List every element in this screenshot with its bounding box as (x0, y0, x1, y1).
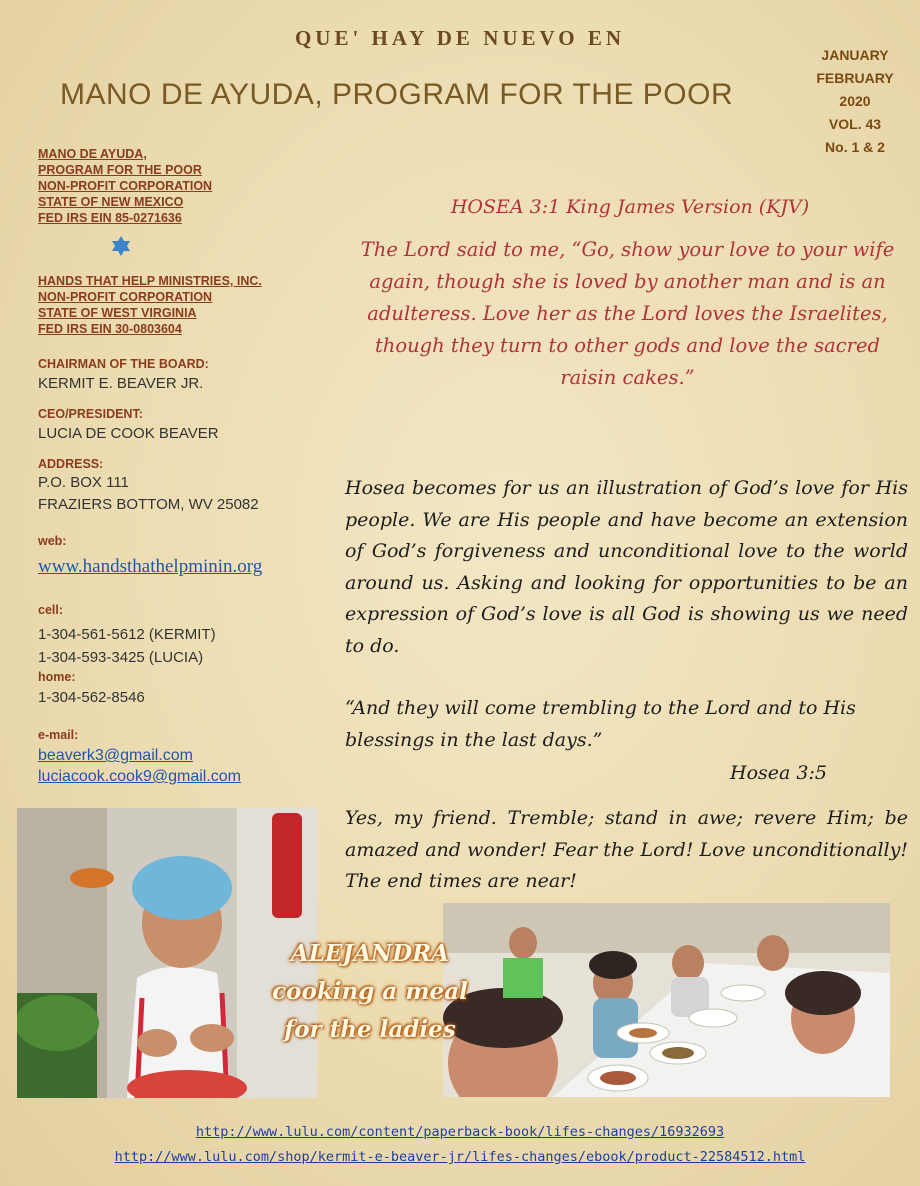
org1-line: PROGRAM FOR THE POOR (38, 163, 202, 177)
message-text: Hosea becomes for us an illustration of God’s love for His people. We are His people and have become an extension of God’s forgiveness and unconditional love to the world around us. Asking and looking for opportunities to be an expression of God’s love is all God is showing us we need to do. (345, 477, 908, 657)
issue-info (800, 44, 910, 159)
issue-number: No. 1 & 2 (825, 139, 885, 155)
photo-ladies-meal (443, 903, 890, 1097)
cell-phone-lucia: 1-304-593-3425 (LUCIA) (38, 649, 204, 666)
photo-caption (270, 935, 470, 1049)
chairman-label: CHAIRMAN OF THE BOARD: (38, 357, 209, 371)
org1-line: STATE OF NEW MEXICO (38, 195, 184, 209)
home-phone: 1-304-562-8546 (38, 689, 145, 706)
message-paragraph-2: Yes, my friend. Tremble; stand in awe; revere Him; be amazed and wonder! Fear the Lord! Love unconditionally! The end times are near! (345, 807, 908, 892)
issue-month-1: JANUARY (821, 47, 889, 63)
website-link[interactable]: www.handsthathelpminin.org (38, 556, 263, 577)
newsletter-banner: QUE' HAY DE NUEVO EN (294, 26, 626, 50)
message-paragraph-1 (345, 473, 908, 662)
issue-month-2: FEBRUARY (816, 70, 894, 86)
footer-links (0, 1120, 920, 1170)
scripture-title: HOSEA 3:1 King James Version (KJV) (450, 196, 810, 218)
star-of-david-icon (110, 235, 132, 257)
page-title: MANO DE AYUDA, PROGRAM FOR THE POOR (60, 78, 734, 111)
cell-phone-kermit: 1-304-561-5612 (KERMIT) (38, 626, 216, 643)
email-link-lucia[interactable]: luciacook.cook9@gmail.com (38, 768, 241, 785)
ceo-label: CEO/PRESIDENT: (38, 407, 143, 421)
caption-line: cooking a meal (272, 978, 468, 1005)
email-label: e-mail: (38, 728, 79, 742)
org-hands-that-help (38, 273, 262, 337)
org1-line: FED IRS EIN 85-0271636 (38, 211, 182, 225)
address-line-1: P.O. BOX 111 (38, 474, 129, 491)
org1-line: MANO DE AYUDA, (38, 147, 147, 161)
book-link-ebook[interactable]: http://www.lulu.com/shop/kermit-e-beaver-jr/lifes-changes/ebook/product-22584512.html (114, 1149, 806, 1165)
org2-line: STATE OF WEST VIRGINIA (38, 306, 197, 320)
scripture-text: The Lord said to me, “Go, show your love to your wife again, though she is loved by another man and is an adulteress. Love her as the Lord loves the Israelites, though they turn to other gods and love the sacred raisin cakes.” (360, 238, 895, 389)
issue-year: 2020 (839, 93, 871, 109)
org-mano-de-ayuda (38, 146, 212, 226)
chairman-name: KERMIT E. BEAVER JR. (38, 375, 204, 392)
issue-volume: VOL. 43 (828, 116, 882, 132)
email-link-kermit[interactable]: beaverk3@gmail.com (38, 747, 193, 764)
org1-line: NON-PROFIT CORPORATION (38, 179, 213, 193)
dining-photo-illustration (443, 903, 890, 1097)
org2-line: FED IRS EIN 30-0803604 (38, 322, 182, 336)
caption-line: for the ladies (284, 1016, 456, 1043)
book-link-paperback[interactable]: http://www.lulu.com/content/paperback-book/lifes-changes/16932693 (195, 1124, 725, 1140)
quote-reference: Hosea 3:5 (730, 762, 827, 784)
caption-line: ALEJANDRA (290, 940, 450, 967)
org2-line: NON-PROFIT CORPORATION (38, 290, 213, 304)
address-line-2: FRAZIERS BOTTOM, WV 25082 (38, 496, 259, 513)
message-quote: “And they will come trembling to the Lord and to His blessings in the last days.” (345, 697, 856, 751)
home-label: home: (38, 670, 76, 684)
ceo-name: LUCIA DE COOK BEAVER (38, 425, 219, 442)
cell-label: cell: (38, 603, 64, 617)
web-label: web: (38, 534, 67, 548)
address-label: ADDRESS: (38, 457, 104, 471)
org2-line: HANDS THAT HELP MINISTRIES, INC. (38, 274, 262, 288)
